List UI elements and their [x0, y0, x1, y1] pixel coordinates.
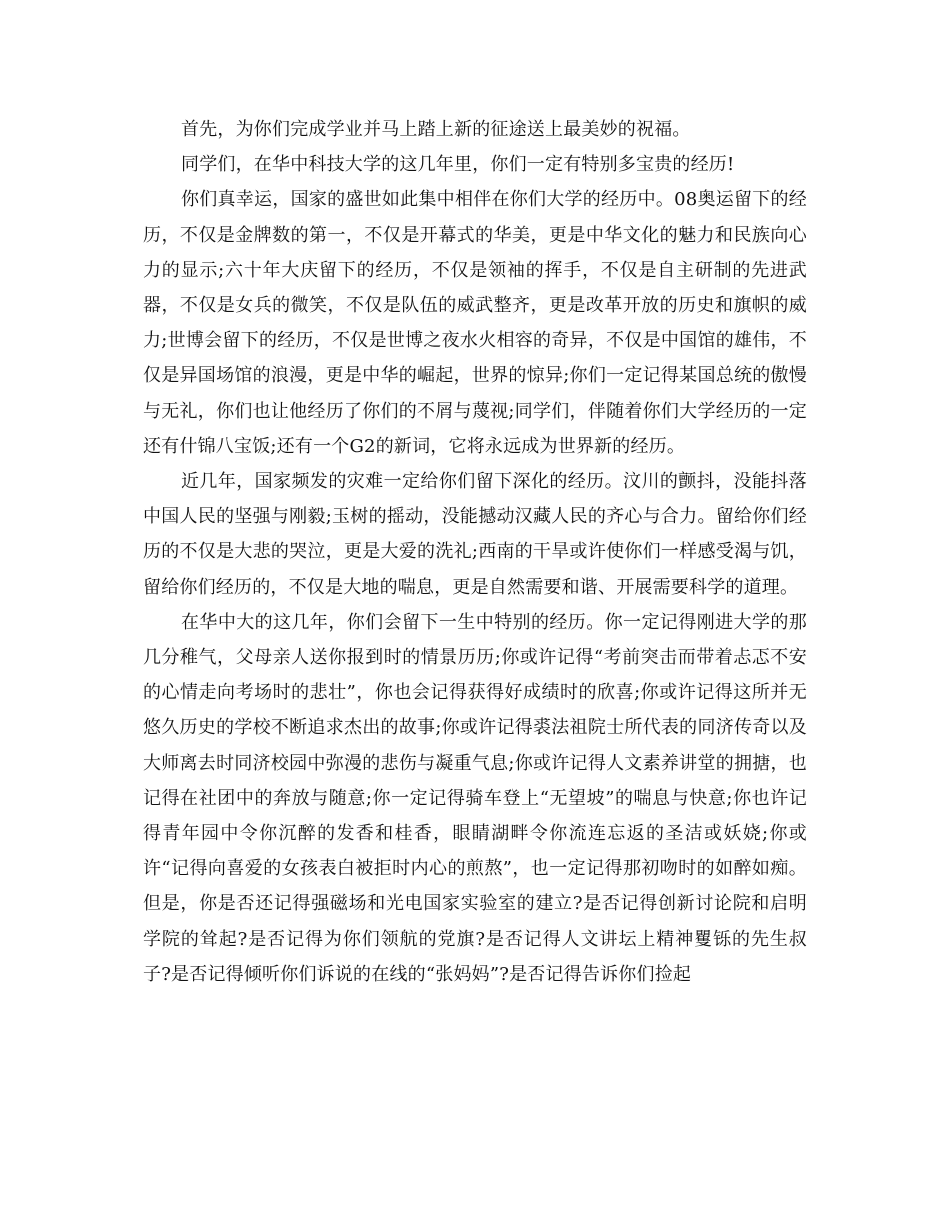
- paragraph-1: 首先，为你们完成学业并马上踏上新的征途送上最美妙的祝福。: [181, 119, 691, 140]
- paragraph-2: 同学们，在华中科技大学的这几年里，你们一定有特别多宝贵的经历!: [181, 154, 735, 176]
- paragraph-4: 近几年，国家频发的灾难一定给你们留下深化的经历。汶川的颤抖，没能抖落中国人民的坚强与刚毅;玉树的摇动，没能撼动汉藏人民的齐心与合力。留给你们经历的不仅是大悲的哭泣，更是大爱的洗礼;西南的干旱或许使你们一样感受渴与饥，留给你们经历的，不仅是大地的喘息，更是自然需要和谐、开展需要科学的道理。: [143, 471, 807, 598]
- paragraph-5: 在华中大的这几年，你们会留下一生中特别的经历。你一定记得刚进大学的那几分稚气，父母亲人送你报到时的情景历历;你或许记得“考前突击而带着忐忑不安的心情走向考场时的悲壮”，你也会记得获得好成绩时的欣喜;你或许记得这所并无悠久历史的学校不断追求杰出的故事;你或许记得裘法祖院士所代表的同济传奇以及大师离去时同济校园中弥漫的悲伤与凝重气息;你或许记得人文素养讲堂的拥搪，也记得在社团中的奔放与随意;你一定记得骑车登上“无望坡”的喘息与快意;你也许记得青年园中令你沉醉的发香和桂香，眼睛湖畔令你流连忘返的圣洁或妖娆;你或许“记得向喜爱的女孩表白被拒时内心的煎熬”，也一定记得那初吻时的如醉如痴。但是，你是否还记得强磁场和光电国家实验室的建立?是否记得创新讨论院和启明学院的耸起?是否记得为你们领航的党旗?是否记得人文讲坛上精神矍铄的先生叔子?是否记得倾听你们诉说的在线的“张妈妈”?是否记得告诉你们捡起: [143, 611, 807, 985]
- paragraph-3: 你们真幸运，国家的盛世如此集中相伴在你们大学的经历中。08奥运留下的经历，不仅是金牌数的第一，不仅是开幕式的华美，更是中华文化的魅力和民族向心力的显示;六十年大庆留下的经历，不仅是领袖的挥手，不仅是自主研制的先进武器，不仅是女兵的微笑，不仅是队伍的威武整齐，更是改革开放的历史和旗帜的威力;世博会留下的经历，不仅是世博之夜水火相容的奇异，不仅是中国馆的雄伟，不仅是异国场馆的浪漫，更是中华的崛起，世界的惊异;你们一定记得某国总统的傲慢与无礼，你们也让他经历了你们的不屑与蔑视;同学们，伴随着你们大学经历的一定还有什锦八宝饭;还有一个G2的新词，它将永远成为世界新的经历。: [143, 189, 807, 457]
- document-page: [143, 112, 807, 992]
